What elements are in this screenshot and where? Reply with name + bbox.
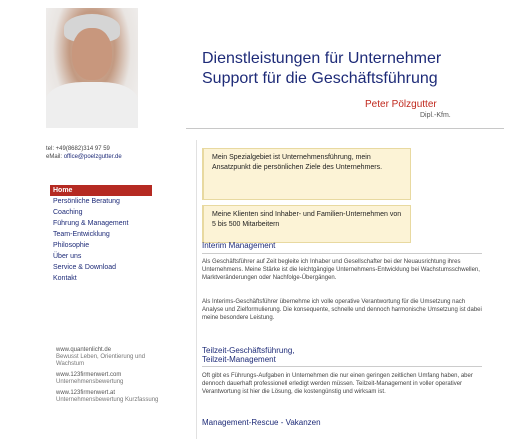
header-divider (186, 128, 504, 129)
link-url[interactable]: www.123firmenwert.at (56, 390, 116, 396)
contact-phone: tel: +49(8682)314 97 59 (46, 146, 110, 152)
owner-degree: Dipl.-Kfm. (420, 112, 451, 119)
link-url[interactable]: www.quantenlicht.de (56, 347, 112, 353)
section-heading-teilzeit-line2: Teilzeit-Management (202, 355, 276, 364)
section-paragraph: Als Geschäftsführer auf Zeit begleite ich Inhaber und Gesellschafter bei der Neuausrichtung ihres Unternehmens. Meine Stärke ist die leichtgängige Unternehmens-Entwicklung bei Wachstumsschwellen, Marktveränderungen oder Nachfolge-Übergängen. (202, 259, 480, 281)
clients-box: Meine Klienten sind Inhaber- und Familien-Unternehmen von 5 bis 500 Mitarbeitern (202, 205, 411, 243)
portrait-photo (46, 8, 138, 128)
section-paragraph: Oft gibt es Führungs-Aufgaben in Unternehmen die nur einen geringen zeitlichen Umfang haben, aber dennoch dauerhaft professionell erledigt werden müssen. Teilzeit-Management in voller operativer Verantwortung ist hier die Lösung, die kostengünstig und wirksam ist. (202, 373, 473, 395)
link-block[interactable] (56, 347, 166, 368)
nav-item-ueber-uns[interactable]: Über uns (53, 253, 82, 260)
nav-item-fuehrung-management[interactable]: Führung & Management (53, 220, 129, 227)
nav-item-philosophie[interactable]: Philosophie (53, 242, 90, 249)
nav-item-home[interactable]: Home (50, 185, 152, 196)
section-heading-rescue: Management-Rescue - Vakanzen (202, 418, 321, 427)
page-title-line1: Dienstleistungen für Unternehmer (202, 50, 442, 67)
link-block[interactable] (56, 390, 166, 404)
owner-name: Peter Pölzgutter (365, 99, 437, 110)
nav-item-coaching[interactable]: Coaching (53, 209, 83, 216)
contact-info (46, 145, 122, 161)
nav-item-persoenliche-beratung[interactable]: Persönliche Beratung (53, 198, 120, 205)
link-block[interactable] (56, 372, 166, 386)
section-divider (202, 253, 482, 254)
main-navigation (50, 185, 152, 284)
nav-item-service-download[interactable]: Service & Download (53, 264, 117, 271)
link-description: Bewusst Leben, Orientierung und Wachstum (56, 354, 146, 367)
section-divider (202, 366, 482, 367)
link-description: Unternehmensbewertung (56, 379, 124, 385)
section-paragraph: Als Interims-Geschäftsführer übernehme ich volle operative Verantwortung für die Umsetzung nach Analyse und Zielformulierung. Die konsequente, schnelle und dennoch harmonische Umsetzung ist dabei meine besondere Leistung. (202, 299, 482, 321)
link-description: Unternehmensbewertung Kurzfassung (56, 397, 159, 403)
external-links (56, 347, 166, 408)
page-title-line2: Support für die Geschäftsführung (202, 70, 438, 87)
section-heading-interim: Interim Management (202, 241, 276, 250)
section-heading-teilzeit-line1: Teilzeit-Geschäftsführung, (202, 346, 295, 355)
contact-email-label: eMail: (46, 154, 63, 160)
content-divider (196, 140, 197, 439)
link-url[interactable]: www.123firmenwert.com (56, 372, 122, 378)
portrait-face (72, 28, 112, 80)
portrait-shirt (46, 82, 138, 128)
nav-item-team-entwicklung[interactable]: Team-Entwicklung (53, 231, 110, 238)
nav-item-kontakt[interactable]: Kontakt (53, 275, 77, 282)
contact-email-link[interactable]: office@poelzgutter.de (63, 154, 122, 160)
specialty-box: Mein Spezialgebiet ist Unternehmensführung, mein Ansatzpunkt die persönlichen Ziele des Unternehmers. (202, 148, 411, 200)
